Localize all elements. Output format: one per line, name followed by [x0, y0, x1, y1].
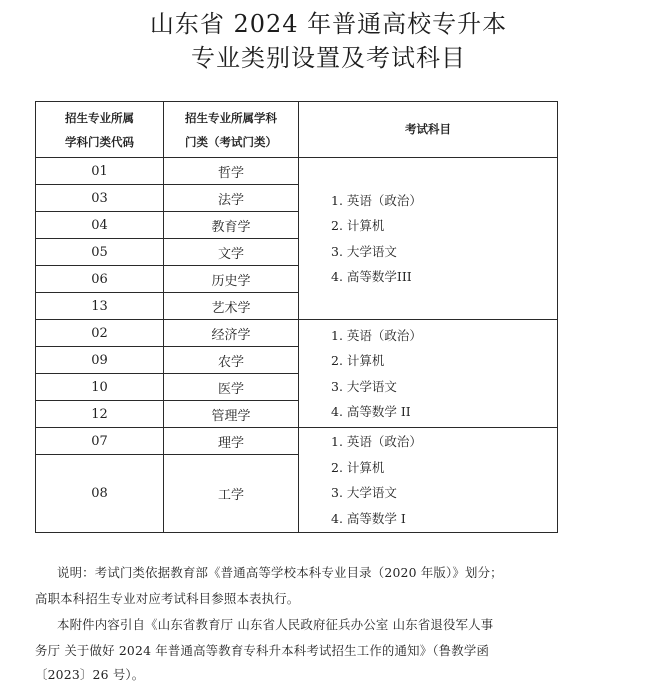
subject-item: 3. 大学语文: [331, 378, 397, 394]
subjects-cell-group-2: [299, 320, 558, 428]
header-subjects: 考试科目: [299, 102, 558, 158]
header-code-line-2: 学科门类代码: [65, 134, 134, 149]
subject-item: 1. 英语（政治）: [331, 434, 422, 449]
table-row-category: 理学: [164, 428, 299, 455]
note-line-1: 说明：考试门类依据教育部《普通高等学校本科专业目录（2020 年版）》划分；: [57, 565, 503, 580]
table-row-code: 06: [36, 266, 164, 293]
page-title-line-2: 专业类别设置及考试科目: [191, 44, 466, 72]
subject-item: 2. 计算机: [331, 459, 385, 475]
table-row-code: 12: [36, 401, 164, 428]
note-line-3: 本附件内容引自《山东省教育厅 山东省人民政府征兵办公室 山东省退役军人事: [57, 617, 494, 632]
table-row-code: 10: [36, 374, 164, 401]
header-category: [164, 102, 299, 158]
header-code: [36, 102, 164, 158]
table-row-code: 09: [36, 347, 164, 374]
table-row-category: 教育学: [164, 212, 299, 239]
table-row-category: 经济学: [164, 320, 299, 347]
subjects-cell-group-1: [299, 158, 558, 320]
table-row-category: 法学: [164, 185, 299, 212]
subject-item: 3. 大学语文: [331, 485, 397, 500]
subject-item: 2. 计算机: [331, 353, 385, 368]
subject-item: 3. 大学语文: [331, 243, 397, 259]
table-row-category: 医学: [164, 374, 299, 401]
table-row-code: 13: [36, 293, 164, 320]
table-row-code: 07: [36, 428, 164, 455]
subjects-table: [35, 101, 558, 533]
subjects-cell-group-3: [299, 428, 558, 533]
table-row-category: 工学: [164, 455, 299, 533]
note-line-2: 高职本科招生专业对应考试科目参照本表执行。: [35, 591, 300, 606]
page-title-line-1: 山东省 2024 年普通高校专升本: [149, 10, 508, 38]
table-row-category: 农学: [164, 347, 299, 374]
table-row-category: 艺术学: [164, 293, 299, 320]
subject-item: 4. 高等数学III: [331, 269, 412, 284]
table-row-code: 02: [36, 320, 164, 347]
table-row-code: 03: [36, 185, 164, 212]
subject-item: 1. 英语（政治）: [331, 327, 422, 343]
header-category-line-1: 招生专业所属学科: [185, 110, 277, 125]
subject-item: 1. 英语（政治）: [331, 192, 422, 208]
table-row-code: 05: [36, 239, 164, 266]
table-row-category: 文学: [164, 239, 299, 266]
table-row-code: 08: [36, 455, 164, 533]
note-line-5: 〔2023〕26 号）。: [35, 667, 145, 682]
header-category-line-2: 门类（考试门类）: [185, 134, 277, 149]
header-code-line-1: 招生专业所属: [65, 110, 134, 125]
table-row-code: 04: [36, 212, 164, 239]
subject-item: 2. 计算机: [331, 218, 385, 233]
note-line-4: 务厅 关于做好 2024 年普通高等教育专科升本科考试招生工作的通知》（鲁教学函: [35, 643, 490, 658]
table-row-category: 管理学: [164, 401, 299, 428]
table-row-category: 哲学: [164, 158, 299, 185]
subject-item: 4. 高等数学 I: [331, 510, 406, 526]
table-row-code: 01: [36, 158, 164, 185]
subject-item: 4. 高等数学 II: [331, 404, 411, 419]
table-row-category: 历史学: [164, 266, 299, 293]
